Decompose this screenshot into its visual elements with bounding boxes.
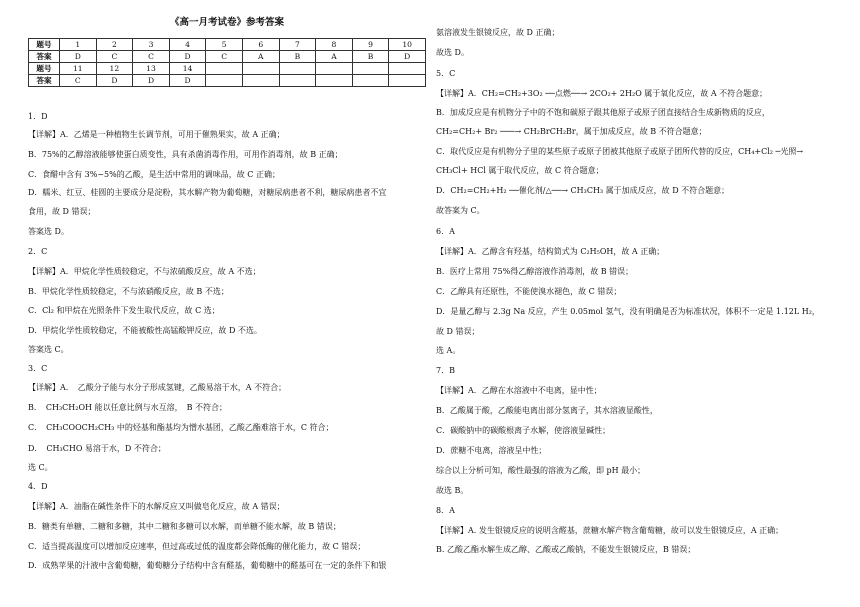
page-title: 《高一月考试卷》参考答案 xyxy=(169,17,284,28)
right-text-line: 8．A xyxy=(436,506,455,515)
answer-table-cell: 8 xyxy=(316,39,353,51)
answer-table-cell: 6 xyxy=(242,39,279,51)
answer-table-cell: C xyxy=(60,75,97,87)
answer-table-cell: 4 xyxy=(169,39,206,51)
right-text-line: D．CH₂=CH₂+H₂ ──催化剂/△──→ CH₃CH₃ 属于加成反应，故 D 不符合题意； xyxy=(436,186,730,195)
right-text-line: 6．A xyxy=(436,227,455,236)
right-text-line: 【详解】A．乙醇在水溶液中不电离，显中性； xyxy=(436,386,602,395)
answer-table-cell: A xyxy=(242,51,279,63)
answer-table-cell: 1 xyxy=(60,39,97,51)
left-text-line: 【详解】A．乙烯是一种植物生长调节剂，可用于催熟果实，故 A 正确； xyxy=(28,130,285,139)
right-text-line: C．碳酸钠中的碳酸根离子水解，使溶液显碱性； xyxy=(436,426,611,435)
left-text-line: C．Cl₂ 和甲烷在光照条件下发生取代反应，故 C 选； xyxy=(28,306,220,315)
answer-table-row-label: 答案 xyxy=(29,51,60,63)
left-text-line: C．食醋中含有 3%~5%的乙酸，是生活中常用的调味品，故 C 正确； xyxy=(28,170,280,179)
right-text-line: CH₂=CH₂+ Br₂ ───→ CH₂BrCH₂Br，属于加成反应，故 B 不符合题意； xyxy=(436,127,707,136)
answer-table-cell xyxy=(206,63,243,75)
answer-table-cell: D xyxy=(133,75,170,87)
left-text-line: 2．C xyxy=(28,247,48,256)
right-text-line: 故答案为 C。 xyxy=(436,206,485,215)
answer-table-cell: C xyxy=(206,51,243,63)
right-text-line: 故选 B。 xyxy=(436,486,469,495)
left-text-line: D．成熟苹果的汁液中含葡萄糖，葡萄糖分子结构中含有醛基，葡萄糖中的醛基可在一定的条件下和银 xyxy=(28,561,387,570)
answer-table-cell: D xyxy=(389,51,426,63)
answer-table-cell: 9 xyxy=(352,39,389,51)
right-text-line: C．取代反应是有机物分子里的某些原子或原子团被其他原子或原子团所代替的反应，CH₄+Cl₂ ─光照→ xyxy=(436,147,804,156)
answer-table-cell: D xyxy=(169,75,206,87)
answer-table-cell xyxy=(352,63,389,75)
right-text-line: 7．B xyxy=(436,366,455,375)
answer-table-cell xyxy=(242,63,279,75)
answer-table-cell: 13 xyxy=(133,63,170,75)
left-text-line: D．甲烷化学性质较稳定，不能被酸性高锰酸钾反应，故 D 不选。 xyxy=(28,326,262,335)
left-text-line: 3．C xyxy=(28,364,48,373)
left-text-line: 1．D xyxy=(28,112,48,121)
answer-table-cell: A xyxy=(316,51,353,63)
right-text-line: 氨溶液发生银镜反应，故 D 正确； xyxy=(436,28,560,37)
answer-table-cell: D xyxy=(60,51,97,63)
left-text-line: 答案选 C。 xyxy=(28,345,69,354)
left-text-line: D．糯米、红豆、桂圆的主要成分是淀粉，其水解产物为葡萄糖，对糖尿病患者不利，糖尿病患者不宜 xyxy=(28,188,387,197)
answer-table-cell xyxy=(206,75,243,87)
left-text-line: C． CH₃COOCH₂CH₃ 中的烃基和酯基均为憎水基团，乙酸乙酯难溶于水，C 符合； xyxy=(28,423,334,432)
answer-table-cell xyxy=(389,75,426,87)
right-text-line: B. 乙酸乙酯水解生成乙醇、乙酸或乙酸钠，不能发生银镜反应，B 错误； xyxy=(436,545,696,554)
answer-table-row xyxy=(29,63,426,75)
answer-table-cell: D xyxy=(96,75,133,87)
answer-table-cell xyxy=(352,75,389,87)
left-text-line: 答案选 D。 xyxy=(28,227,69,236)
answer-table-cell: 14 xyxy=(169,63,206,75)
left-text-line: B．糖类有单糖、二糖和多糖，其中二糖和多糖可以水解，而单糖不能水解，故 B 错误； xyxy=(28,522,341,531)
left-text-line: D． CH₃CHO 易溶于水，D 不符合； xyxy=(28,444,166,453)
answer-table-row-label: 答案 xyxy=(29,75,60,87)
right-text-line: 5．C xyxy=(436,69,456,78)
right-text-line: B．医疗上常用 75%得乙醇溶液作消毒剂，故 B 错误； xyxy=(436,267,634,276)
answer-table xyxy=(28,38,426,87)
right-text-line: 选 A。 xyxy=(436,346,461,355)
answer-table-cell xyxy=(279,63,316,75)
right-text-line: B．乙酸属于酸，乙酸能电离出部分氢离子，其水溶液显酸性， xyxy=(436,406,658,415)
right-text-line: 【详解】A．乙醇含有羟基，结构简式为 C₂H₅OH，故 A 正确； xyxy=(436,247,665,256)
left-text-line: B． CH₃CH₂OH 能以任意比例与水互溶， B 不符合； xyxy=(28,403,227,412)
answer-table-cell: D xyxy=(169,51,206,63)
right-text-line: 故选 D。 xyxy=(436,48,469,57)
right-text-line: B．加成反应是有机物分子中的不饱和碳原子跟其他原子或原子团直接结合生成新物质的反应， xyxy=(436,108,770,117)
answer-table-cell: C xyxy=(96,51,133,63)
left-text-line: B．75%的乙醇溶液能够使蛋白质变性，具有杀菌消毒作用，可用作消毒剂，故 B 正确； xyxy=(28,150,343,159)
right-text-line: D．是量乙醇与 2.3g Na 反应，产生 0.05mol 氢气，没有明确是否为标准状况，体积不一定是 1.12L H₂， xyxy=(436,307,820,316)
answer-table-cell: B xyxy=(352,51,389,63)
right-text-line: 故 D 错误； xyxy=(436,327,480,336)
right-text-line: 【详解】A．CH₂=CH₂+3O₂ ──点燃──→ 2CO₂+ 2H₂O 属于氧化反应，故 A 不符合题意； xyxy=(436,89,768,98)
answer-table-row xyxy=(29,39,426,51)
right-text-line: 【详解】A. 发生银镜反应的说明含醛基，蔗糖水解产物含葡萄糖，故可以发生银镜反应，A 正确； xyxy=(436,526,784,535)
left-text-line: 选 C。 xyxy=(28,463,53,472)
answer-table-cell: 7 xyxy=(279,39,316,51)
answer-table-cell xyxy=(279,75,316,87)
answer-table-row-label: 题号 xyxy=(29,39,60,51)
left-text-line: C．适当提高温度可以增加反应速率，但过高或过低的温度都会降低酶的催化能力，故 C 错误； xyxy=(28,542,366,551)
left-text-line: 4．D xyxy=(28,482,48,491)
answer-table-cell: 3 xyxy=(133,39,170,51)
answer-table-row-label: 题号 xyxy=(29,63,60,75)
left-text-line: 【详解】A．甲烷化学性质较稳定，不与浓硫酸反应，故 A 不选； xyxy=(28,267,261,276)
right-text-line: 综合以上分析可知，酸性最强的溶液为乙酸，即 pH 最小； xyxy=(436,466,646,475)
right-text-line: D．蔗糖不电离，溶液呈中性； xyxy=(436,446,547,455)
answer-table-cell: 12 xyxy=(96,63,133,75)
left-text-line: 【详解】A． 乙酸分子能与水分子形成氢键，乙酸易溶于水，A 不符合； xyxy=(28,383,287,392)
answer-table-cell: B xyxy=(279,51,316,63)
answer-table-cell xyxy=(242,75,279,87)
left-text-line: 食用，故 D 错误； xyxy=(28,207,96,216)
answer-table-row xyxy=(29,51,426,63)
answer-table-cell: 11 xyxy=(60,63,97,75)
answer-table-cell xyxy=(316,63,353,75)
answer-table-row xyxy=(29,75,426,87)
answer-table-cell xyxy=(389,63,426,75)
answer-table-cell: 5 xyxy=(206,39,243,51)
right-text-line: C．乙醇具有还原性，不能使溴水褪色，故 C 错误； xyxy=(436,287,622,296)
answer-table-cell xyxy=(316,75,353,87)
left-text-line: 【详解】A．油脂在碱性条件下的水解反应又叫做皂化反应，故 A 错误； xyxy=(28,502,285,511)
left-text-line: B．甲烷化学性质较稳定，不与浓硝酸反应，故 B 不选； xyxy=(28,287,229,296)
right-text-line: CH₃Cl+ HCl 属于取代反应，故 C 符合题意； xyxy=(436,166,604,175)
answer-table-cell: 10 xyxy=(389,39,426,51)
answer-table-cell: C xyxy=(133,51,170,63)
answer-table-cell: 2 xyxy=(96,39,133,51)
